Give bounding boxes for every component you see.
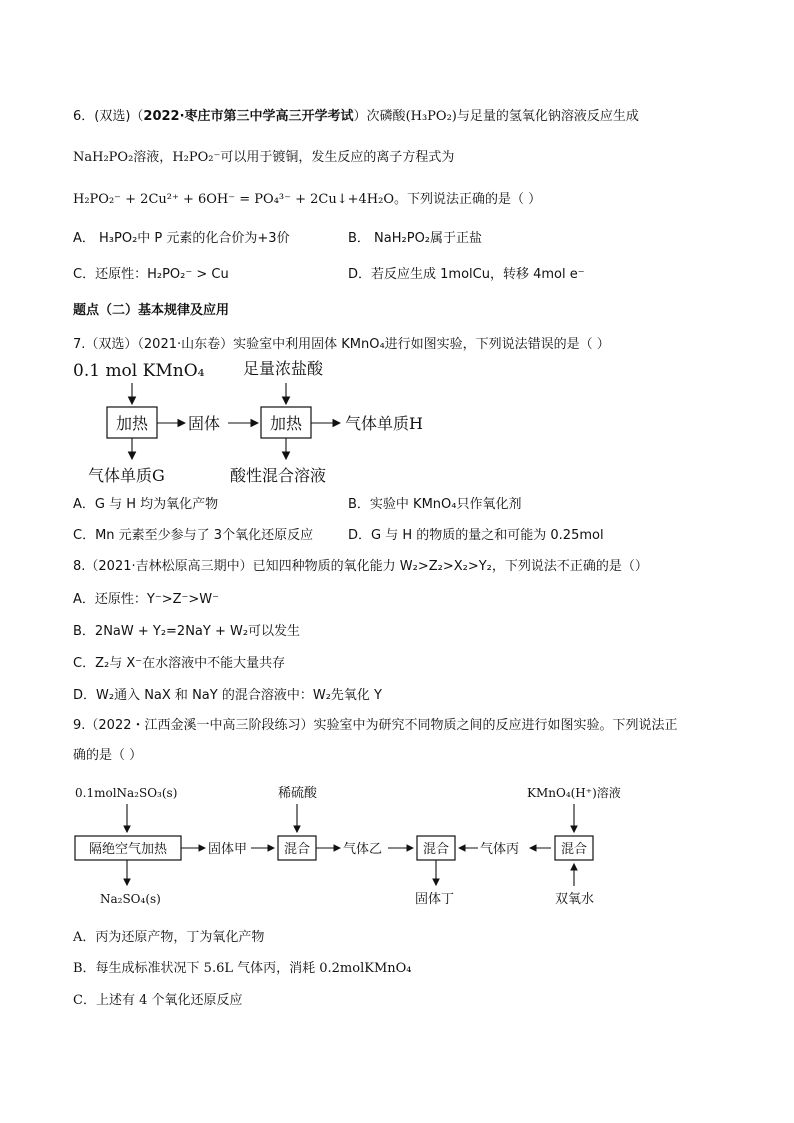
q6-source: 2022·枣庄市第三中学高三开学考试 <box>143 109 354 124</box>
q9-fig-top3: KMnO₄(H⁺)溶液 <box>527 786 621 800</box>
q9-option-a: A．丙为还原产物，丁为氧化产物 <box>73 930 265 945</box>
q7-fig-box1-label: 加热 <box>115 414 149 433</box>
q7-option-a: A．G 与 H 均为氧化产物 <box>73 497 219 512</box>
q6-option-c: C．还原性：H₂PO₂⁻ > Cu <box>73 267 229 282</box>
q7-option-c: C．Mn 元素至少参与了 3个氧化还原反应 <box>73 528 314 543</box>
q6-line2-mid: 溶液， <box>133 150 173 165</box>
q6-line2-rest: 可以用于镀铜，发生反应的离子方程式为 <box>220 150 455 165</box>
q9-fig-bottom1: Na₂SO₄(s) <box>100 892 161 906</box>
q7-stem: 7.（双选）（2021·山东卷）实验室中利用固体 KMnO₄进行如图实验，下列说法错误的是（ ） <box>73 337 610 352</box>
q9-fig-box3-label: 混合 <box>422 842 450 857</box>
q8-option-a: A．还原性：Y⁻>Z⁻>W⁻ <box>73 592 219 607</box>
q9-fig-gas-c: 气体丙 <box>480 842 520 857</box>
q8-stem: 8.（2021·吉林松原高三期中）已知四种物质的氧化能力 W₂>Z₂>X₂>Y₂，下列说法不正确的是（） <box>73 559 648 574</box>
q6-text-tail: 与足量的氢氧化钠溶液反应生成 <box>456 109 639 124</box>
q6-formula-nah2po2: NaH₂PO₂ <box>73 150 134 165</box>
q6-number: 6．(双选)（ <box>73 109 144 124</box>
q7-option-d: D．G 与 H 的物质的量之和可能为 0.25mol <box>348 528 604 543</box>
q8-option-b: B．2NaW + Y₂=2NaY + W₂可以发生 <box>73 624 301 639</box>
q7-fig-mid: 固体 <box>188 414 221 433</box>
q7-fig-right: 气体单质H <box>345 414 423 433</box>
q9-fig-box2-label: 混合 <box>283 842 311 857</box>
q9-option-b: B．每生成标准状况下 5.6L 气体丙，消耗 0.2molKMnO₄ <box>73 961 412 976</box>
q6-ion: H₂PO₂⁻ <box>172 150 221 165</box>
q9-fig-bottom4: 双氧水 <box>555 892 595 907</box>
q8-option-c: C．Z₂与 X⁻在水溶液中不能大量共存 <box>73 656 286 671</box>
q8-option-d: D．W₂通入 NaX 和 NaY 的混合溶液中：W₂先氧化 Y <box>73 688 382 703</box>
q6-option-d: D．若反应生成 1molCu，转移 4mol e⁻ <box>348 267 585 282</box>
q9-fig-box4-label: 混合 <box>560 842 588 857</box>
q9-fig-gas-b: 气体乙 <box>343 842 383 857</box>
q7-fig-bottom-right: 酸性混合溶液 <box>230 466 327 485</box>
q7-fig-bottom-left: 气体单质G <box>88 466 165 485</box>
q7-fig-top-left: 0.1 mol KMnO₄ <box>73 361 205 381</box>
q9-fig-bottom3: 固体丁 <box>415 892 455 907</box>
q6-equation-tail: 。下列说法正确的是（ ） <box>394 192 542 207</box>
q6-formula-h3po2: (H₃PO₂) <box>405 109 457 124</box>
q9-option-c: C．上述有 4 个氧化还原反应 <box>73 993 243 1008</box>
q7-fig-top-right: 足量浓盐酸 <box>243 359 324 378</box>
q9-fig-box1-label: 隔绝空气加热 <box>88 842 168 857</box>
q9-stem-line1: 9.（2022・江西金溪一中高三阶段练习）实验室中为研究不同物质之间的反应进行如图实验。下列说法正 <box>73 718 678 733</box>
q6-text: ）次磷酸 <box>353 109 406 124</box>
q9-fig-top2: 稀硫酸 <box>278 786 318 801</box>
section-title: 题点（二）基本规律及应用 <box>73 303 230 318</box>
q6-equation: H₂PO₂⁻ + 2Cu²⁺ + 6OH⁻ = PO₄³⁻ + 2Cu↓+4H₂O <box>73 192 394 207</box>
q6-option-b: B． NaH₂PO₂属于正盐 <box>348 231 483 246</box>
q9-fig-solid-a: 固体甲 <box>208 842 248 857</box>
q7-fig-box2-label: 加热 <box>269 414 303 433</box>
q9-stem-line2: 确的是（ ） <box>73 748 143 763</box>
q9-fig-top1: 0.1molNa₂SO₃(s) <box>75 786 178 800</box>
q7-option-b: B．实验中 KMnO₄只作氧化剂 <box>348 497 522 512</box>
q6-option-a: A． H₃PO₂中 P 元素的化合价为+3价 <box>73 231 290 246</box>
